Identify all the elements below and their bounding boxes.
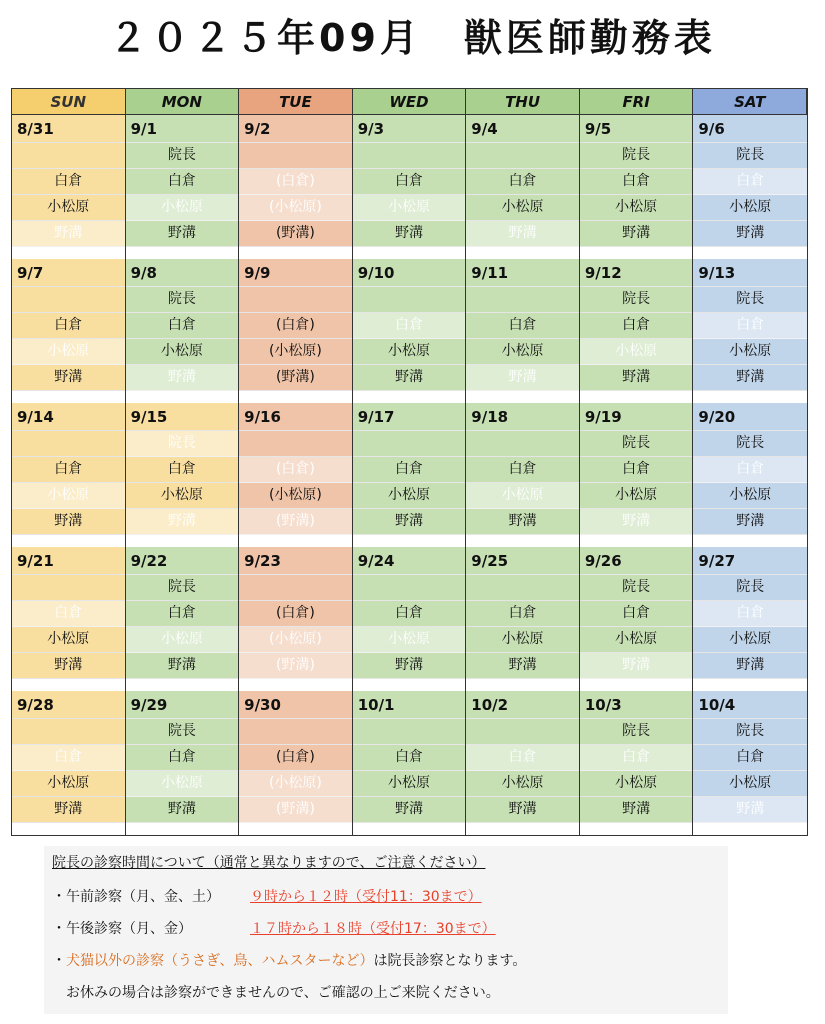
nomizo-slot: 野溝	[126, 653, 239, 679]
director-slot: 院長	[126, 719, 239, 745]
day-date: 10/4	[693, 691, 807, 719]
nomizo-slot: 野溝	[353, 509, 466, 535]
nomizo-slot: 野溝	[353, 797, 466, 823]
day-date: 9/22	[126, 547, 239, 575]
shirakura-slot: 白倉	[693, 745, 807, 771]
shirakura-slot: 白倉	[12, 457, 125, 483]
shirakura-slot: 白倉	[580, 169, 693, 195]
shirakura-slot: 白倉	[466, 745, 579, 771]
director-slot	[353, 143, 466, 169]
notes-panel	[44, 846, 728, 1014]
komatsubara-slot: 小松原	[693, 339, 807, 365]
director-slot	[353, 575, 466, 601]
director-slot: 院長	[580, 575, 693, 601]
nomizo-slot: 野溝	[12, 653, 125, 679]
komatsubara-slot: 小松原	[580, 627, 693, 653]
nomizo-slot: 野溝	[12, 221, 125, 247]
director-slot: 院長	[693, 719, 807, 745]
day-cell	[12, 259, 126, 403]
komatsubara-slot: 小松原	[580, 195, 693, 221]
nomizo-slot: 野溝	[126, 365, 239, 391]
director-slot	[12, 287, 125, 313]
day-cell	[126, 115, 240, 259]
nomizo-slot: 野溝	[580, 653, 693, 679]
week-gap	[580, 247, 693, 259]
week-gap	[353, 247, 466, 259]
weekday-header-sun: SUN	[12, 89, 126, 115]
komatsubara-slot: (小松原)	[239, 483, 352, 509]
director-slot	[239, 575, 352, 601]
nomizo-slot: 野溝	[12, 365, 125, 391]
calendar-grid	[11, 88, 808, 836]
komatsubara-slot: 小松原	[466, 195, 579, 221]
director-slot: 院長	[693, 143, 807, 169]
week-gap	[353, 679, 466, 691]
director-slot: 院長	[126, 143, 239, 169]
director-slot: 院長	[693, 575, 807, 601]
day-date: 9/27	[693, 547, 807, 575]
day-date: 9/18	[466, 403, 579, 431]
shirakura-slot: 白倉	[12, 313, 125, 339]
komatsubara-slot: 小松原	[466, 771, 579, 797]
day-cell	[126, 691, 240, 835]
week-gap	[693, 679, 807, 691]
pm-hours-label: ・午後診察（月、金）	[52, 921, 192, 937]
komatsubara-slot: 小松原	[126, 195, 239, 221]
shirakura-slot: 白倉	[580, 745, 693, 771]
day-date: 9/6	[693, 115, 807, 143]
day-cell	[580, 115, 694, 259]
komatsubara-slot: 小松原	[353, 627, 466, 653]
shirakura-slot: 白倉	[126, 169, 239, 195]
week-gap	[239, 823, 352, 835]
komatsubara-slot: (小松原)	[239, 339, 352, 365]
komatsubara-slot: (小松原)	[239, 195, 352, 221]
day-date: 10/2	[466, 691, 579, 719]
komatsubara-slot: 小松原	[466, 339, 579, 365]
week-gap	[693, 247, 807, 259]
shirakura-slot: 白倉	[693, 601, 807, 627]
nomizo-slot: 野溝	[466, 797, 579, 823]
week-gap	[126, 391, 239, 403]
director-slot	[239, 431, 352, 457]
week-gap	[126, 823, 239, 835]
day-date: 9/3	[353, 115, 466, 143]
director-slot: 院長	[580, 143, 693, 169]
closing-note: お休みの場合は診察ができませんので、ご確認の上ご来院ください。	[66, 985, 500, 1001]
week-gap	[12, 247, 125, 259]
director-slot	[12, 143, 125, 169]
director-slot	[239, 143, 352, 169]
day-date: 9/25	[466, 547, 579, 575]
week-gap	[239, 535, 352, 547]
day-cell	[580, 259, 694, 403]
shirakura-slot: 白倉	[466, 313, 579, 339]
day-cell	[693, 115, 807, 259]
day-date: 9/8	[126, 259, 239, 287]
director-slot: 院長	[693, 287, 807, 313]
shirakura-slot: 白倉	[126, 457, 239, 483]
day-cell	[580, 403, 694, 547]
week-gap	[239, 679, 352, 691]
nomizo-slot: 野溝	[466, 221, 579, 247]
pm-hours-note	[52, 918, 496, 938]
komatsubara-slot: 小松原	[353, 339, 466, 365]
day-date: 9/29	[126, 691, 239, 719]
shirakura-slot: 白倉	[353, 169, 466, 195]
week-gap	[693, 823, 807, 835]
nomizo-slot: 野溝	[126, 797, 239, 823]
day-cell	[353, 403, 467, 547]
week-gap	[693, 535, 807, 547]
week-gap	[12, 391, 125, 403]
weekday-header-mon: MON	[126, 89, 240, 115]
day-date: 9/9	[239, 259, 352, 287]
day-cell	[353, 115, 467, 259]
weekday-header-sat: SAT	[693, 89, 807, 115]
komatsubara-slot: 小松原	[580, 483, 693, 509]
shirakura-slot: (白倉)	[239, 457, 352, 483]
nomizo-slot: 野溝	[466, 653, 579, 679]
day-cell	[353, 259, 467, 403]
day-cell	[580, 547, 694, 691]
week-gap	[12, 823, 125, 835]
day-cell	[126, 259, 240, 403]
nomizo-slot: 野溝	[353, 365, 466, 391]
nomizo-slot: 野溝	[693, 509, 807, 535]
nomizo-slot: (野溝)	[239, 797, 352, 823]
shirakura-slot: 白倉	[580, 601, 693, 627]
day-date: 9/21	[12, 547, 125, 575]
komatsubara-slot: 小松原	[126, 483, 239, 509]
am-hours-label: ・午前診察（月、金、土）	[52, 889, 220, 905]
director-slot	[466, 431, 579, 457]
nomizo-slot: 野溝	[693, 653, 807, 679]
day-cell	[693, 691, 807, 835]
shirakura-slot: 白倉	[693, 457, 807, 483]
nomizo-slot: 野溝	[12, 509, 125, 535]
nomizo-slot: 野溝	[353, 653, 466, 679]
day-date: 9/16	[239, 403, 352, 431]
day-date: 10/1	[353, 691, 466, 719]
day-date: 9/5	[580, 115, 693, 143]
day-date: 10/3	[580, 691, 693, 719]
page-title: ２０２５年09月 獣医師勤務表	[109, 16, 716, 60]
day-cell	[693, 403, 807, 547]
week-gap	[466, 247, 579, 259]
director-slot	[466, 143, 579, 169]
week-gap	[12, 679, 125, 691]
nomizo-slot: 野溝	[580, 221, 693, 247]
shirakura-slot: 白倉	[126, 601, 239, 627]
shirakura-slot: 白倉	[353, 745, 466, 771]
shirakura-slot: 白倉	[12, 745, 125, 771]
shirakura-slot: 白倉	[126, 745, 239, 771]
day-date: 9/19	[580, 403, 693, 431]
director-slot	[353, 431, 466, 457]
day-cell	[12, 403, 126, 547]
shirakura-slot: 白倉	[580, 457, 693, 483]
shirakura-slot: (白倉)	[239, 601, 352, 627]
week-gap	[466, 679, 579, 691]
komatsubara-slot: 小松原	[693, 627, 807, 653]
day-date: 8/31	[12, 115, 125, 143]
day-date: 9/2	[239, 115, 352, 143]
director-slot: 院長	[580, 287, 693, 313]
notes-heading: 院長の診察時間について（通常と異なりますので、ご注意ください）	[52, 855, 486, 871]
komatsubara-slot: 小松原	[12, 771, 125, 797]
komatsubara-slot: 小松原	[580, 771, 693, 797]
day-cell	[239, 115, 353, 259]
director-slot: 院長	[126, 431, 239, 457]
komatsubara-slot: 小松原	[353, 195, 466, 221]
day-date: 9/15	[126, 403, 239, 431]
exotic-highlight: 犬猫以外の診察（うさぎ、鳥、ハムスターなど）	[66, 953, 374, 969]
week-gap	[466, 391, 579, 403]
week-gap	[126, 679, 239, 691]
nomizo-slot: 野溝	[126, 509, 239, 535]
komatsubara-slot: 小松原	[693, 771, 807, 797]
director-slot: 院長	[126, 575, 239, 601]
week-gap	[126, 535, 239, 547]
nomizo-slot: (野溝)	[239, 365, 352, 391]
komatsubara-slot: 小松原	[466, 483, 579, 509]
day-date: 9/14	[12, 403, 125, 431]
director-slot: 院長	[693, 431, 807, 457]
shirakura-slot: 白倉	[693, 169, 807, 195]
day-cell	[353, 691, 467, 835]
shirakura-slot: 白倉	[353, 457, 466, 483]
nomizo-slot: 野溝	[580, 797, 693, 823]
weekday-header-fri: FRI	[580, 89, 694, 115]
komatsubara-slot: 小松原	[126, 339, 239, 365]
director-slot: 院長	[126, 287, 239, 313]
komatsubara-slot: (小松原)	[239, 627, 352, 653]
exotic-tail: は院長診察となります。	[373, 953, 527, 969]
am-hours-note	[52, 886, 482, 906]
komatsubara-slot: 小松原	[693, 195, 807, 221]
director-slot	[12, 575, 125, 601]
weekday-header-tue: TUE	[239, 89, 353, 115]
nomizo-slot: 野溝	[693, 221, 807, 247]
shirakura-slot: 白倉	[466, 601, 579, 627]
komatsubara-slot: 小松原	[353, 771, 466, 797]
day-date: 9/4	[466, 115, 579, 143]
day-date: 9/1	[126, 115, 239, 143]
week-gap	[12, 535, 125, 547]
day-cell	[239, 691, 353, 835]
komatsubara-slot: 小松原	[12, 483, 125, 509]
day-date: 9/12	[580, 259, 693, 287]
director-slot	[12, 431, 125, 457]
nomizo-slot: 野溝	[693, 365, 807, 391]
day-date: 9/26	[580, 547, 693, 575]
director-slot	[353, 287, 466, 313]
day-date: 9/28	[12, 691, 125, 719]
komatsubara-slot: 小松原	[12, 195, 125, 221]
week-gap	[580, 823, 693, 835]
week-gap	[466, 535, 579, 547]
day-date: 9/30	[239, 691, 352, 719]
director-slot	[466, 287, 579, 313]
nomizo-slot: 野溝	[12, 797, 125, 823]
week-gap	[580, 535, 693, 547]
day-date: 9/23	[239, 547, 352, 575]
nomizo-slot: (野溝)	[239, 509, 352, 535]
komatsubara-slot: 小松原	[126, 771, 239, 797]
nomizo-slot: 野溝	[126, 221, 239, 247]
shirakura-slot: (白倉)	[239, 313, 352, 339]
weekday-header-wed: WED	[353, 89, 467, 115]
week-gap	[239, 391, 352, 403]
day-cell	[466, 547, 580, 691]
day-cell	[693, 259, 807, 403]
shirakura-slot: 白倉	[466, 457, 579, 483]
day-cell	[239, 403, 353, 547]
komatsubara-slot: (小松原)	[239, 771, 352, 797]
director-slot	[466, 575, 579, 601]
director-slot: 院長	[580, 431, 693, 457]
nomizo-slot: 野溝	[466, 365, 579, 391]
day-cell	[12, 691, 126, 835]
director-slot	[466, 719, 579, 745]
day-cell	[580, 691, 694, 835]
week-gap	[466, 823, 579, 835]
shirakura-slot: 白倉	[693, 313, 807, 339]
shirakura-slot: 白倉	[353, 601, 466, 627]
komatsubara-slot: 小松原	[580, 339, 693, 365]
director-slot	[239, 719, 352, 745]
day-date: 9/7	[12, 259, 125, 287]
shirakura-slot: (白倉)	[239, 745, 352, 771]
exotic-note	[52, 950, 526, 970]
shirakura-slot: 白倉	[12, 601, 125, 627]
komatsubara-slot: 小松原	[466, 627, 579, 653]
weekday-header-thu: THU	[466, 89, 580, 115]
day-cell	[126, 547, 240, 691]
am-hours-time: ９時から１２時（受付11：30まで）	[250, 889, 482, 905]
director-slot	[353, 719, 466, 745]
nomizo-slot: 野溝	[580, 365, 693, 391]
day-cell	[12, 115, 126, 259]
komatsubara-slot: 小松原	[693, 483, 807, 509]
director-slot	[12, 719, 125, 745]
day-cell	[126, 403, 240, 547]
shirakura-slot: 白倉	[466, 169, 579, 195]
nomizo-slot: 野溝	[693, 797, 807, 823]
week-gap	[353, 823, 466, 835]
nomizo-slot: 野溝	[353, 221, 466, 247]
komatsubara-slot: 小松原	[12, 339, 125, 365]
komatsubara-slot: 小松原	[12, 627, 125, 653]
director-slot: 院長	[580, 719, 693, 745]
komatsubara-slot: 小松原	[353, 483, 466, 509]
day-cell	[466, 403, 580, 547]
shirakura-slot: (白倉)	[239, 169, 352, 195]
day-date: 9/17	[353, 403, 466, 431]
shirakura-slot: 白倉	[353, 313, 466, 339]
day-cell	[693, 547, 807, 691]
day-cell	[239, 259, 353, 403]
day-cell	[353, 547, 467, 691]
exotic-bullet: ・	[52, 953, 66, 969]
pm-hours-time: １７時から１８時（受付17：30まで）	[250, 921, 496, 937]
nomizo-slot: (野溝)	[239, 653, 352, 679]
nomizo-slot: (野溝)	[239, 221, 352, 247]
komatsubara-slot: 小松原	[126, 627, 239, 653]
week-gap	[580, 679, 693, 691]
shirakura-slot: 白倉	[126, 313, 239, 339]
nomizo-slot: 野溝	[580, 509, 693, 535]
day-date: 9/13	[693, 259, 807, 287]
day-cell	[466, 115, 580, 259]
week-gap	[580, 391, 693, 403]
day-date: 9/11	[466, 259, 579, 287]
day-date: 9/10	[353, 259, 466, 287]
day-date: 9/20	[693, 403, 807, 431]
week-gap	[353, 391, 466, 403]
day-cell	[239, 547, 353, 691]
day-cell	[466, 259, 580, 403]
week-gap	[693, 391, 807, 403]
day-cell	[12, 547, 126, 691]
director-slot	[239, 287, 352, 313]
week-gap	[353, 535, 466, 547]
day-cell	[466, 691, 580, 835]
day-date: 9/24	[353, 547, 466, 575]
shirakura-slot: 白倉	[12, 169, 125, 195]
week-gap	[126, 247, 239, 259]
shirakura-slot: 白倉	[580, 313, 693, 339]
week-gap	[239, 247, 352, 259]
nomizo-slot: 野溝	[466, 509, 579, 535]
